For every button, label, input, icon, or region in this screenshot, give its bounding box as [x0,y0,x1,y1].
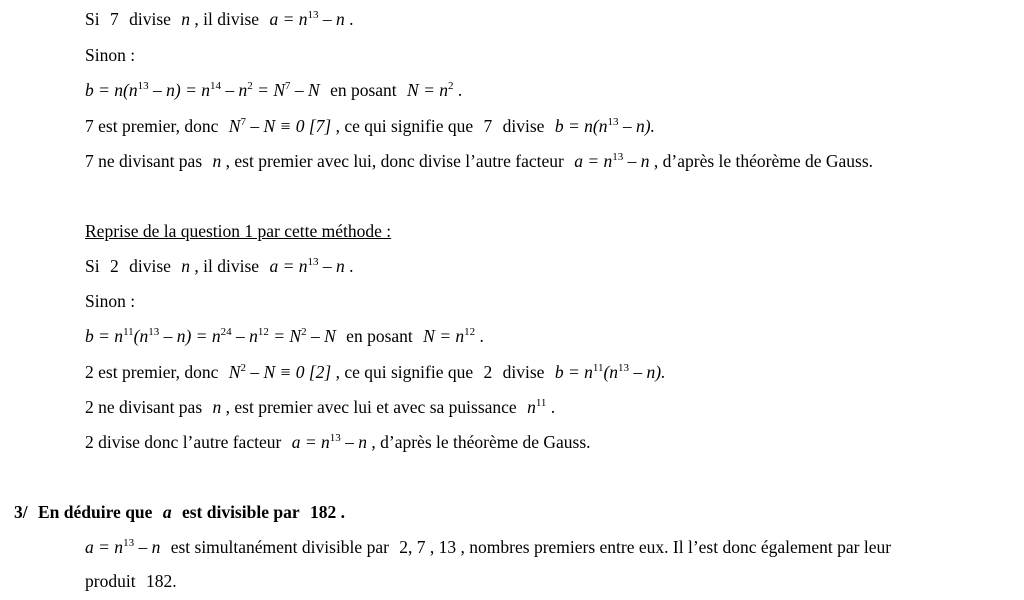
line-2-puissance: 2 ne divisant pas n , est premier avec lui et avec sa puissance $n^{11}$ . [85,397,556,417]
line-7-si: Si 7 divise n , il divise $a = n^{13} - n$ . [85,9,354,29]
line-7-gauss: 7 ne divisant pas n , est premier avec lui, donc divise l’autre facteur $a = n^{13} - n$ , d’après le théorème de Gauss. [85,151,874,171]
question-3-line-1: $a = n^{13} - n$ est simultanément divisible par 2, 7 , 13 , nombres premiers entre eux. Il l’est donc également par leur [85,537,892,557]
line-2-gauss: 2 divise donc l’autre facteur $a = n^{13} - n$ , d’après le théorème de Gauss. [85,432,591,452]
formula: a = n [269,9,308,29]
line-7-b-def: $b = n(n^{13} - n) = n^{14} - n^2 = N^7 - N$ en posant $N = n^2$ . [85,80,463,100]
line-7-sinon: Sinon : [85,45,136,65]
line-2-premier: 2 est premier, donc $N^2 - N \equiv 0$ [2] , ce qui signifie que 2 divise $b = n^{11}(n^{13} - n)$. [85,362,666,382]
section-heading-reprise: Reprise de la question 1 par cette méthode : [85,221,392,241]
line-2-b-def: $b = n^{11}(n^{13} - n) = n^{24} - n^{12} = N^2 - N$ en posant $N = n^{12}$ . [85,326,484,346]
line-2-sinon: Sinon : [85,291,136,311]
question-3-line-2: produit 182. [85,571,177,591]
line-2-si: Si 2 divise n , il divise $a = n^{13} - n$ . [85,256,354,276]
line-7-premier: 7 est premier, donc $N^7 - N \equiv 0$ [7] , ce qui signifie que 7 divise $b = n(n^{13} - n)$. [85,116,655,136]
question-3-heading: 3/ En déduire que a est divisible par 182 . [14,502,345,522]
